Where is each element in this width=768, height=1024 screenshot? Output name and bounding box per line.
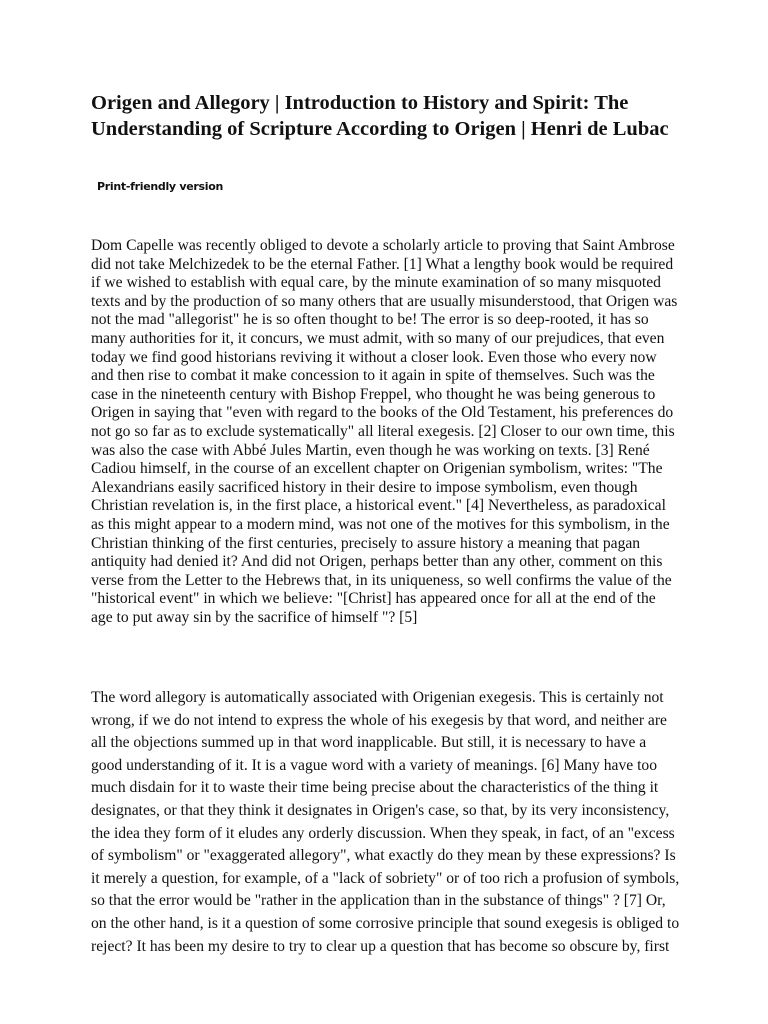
text-line: all the objections summed up in that word inapplicable. But still, it is necessary to have a [91,734,647,752]
text-line: the idea they form of it eludes any orderly discussion. When they speak, in fact, of an "excess [91,824,675,842]
text-line: Cadiou himself, in the course of an excellent chapter on Origenian symbolism, writes: "The [91,460,663,478]
text-line: The word allegory is automatically associated with Origenian exegesis. This is certainly not [91,689,664,706]
paragraph-2 [91,687,679,958]
title-line: Origen and Allegory | Introduction to History and Spirit: The [91,92,629,114]
text-line: verse from the Letter to the Hebrews that, in its uniqueness, so well confirms the value of the [91,571,672,589]
text-line: good understanding of it. It is a vague word with a variety of meanings. [6] Many have too [91,756,658,774]
text-line: not go so far as to exclude systematically" all literal exegesis. [2] Closer to our own time, this [91,422,675,440]
text-line: texts and by the production of so many others that are usually misunderstood, that Origen was [91,292,678,310]
text-line: of symbolism" or "exaggerated allegory", what exactly do they mean by these expressions? Is [91,847,676,865]
text-line: reject? It has been my desire to try to clear up a question that has become so obscure by, first [91,937,670,955]
text-line: as this might appear to a modern mind, was not one of the motives for this symbolism, in the [91,515,670,533]
text-line: much disdain for it to waste their time being precise about the characteristics of the thing it [91,779,659,797]
page-title [91,90,669,142]
text-line: was also the case with Abbé Jules Martin, even though he was working on texts. [3] René [91,441,650,459]
paragraph-1 [91,237,677,627]
text-line: it merely a question, for example, of a "lack of sobriety" or of too rich a profusion of symbols, [91,869,680,887]
text-line: Christian revelation is, in the first place, a historical event." [4] Nevertheless, as paradoxical [91,497,666,515]
text-line: Alexandrians easily sacrificed history in their desire to impose symbolism, even though [91,478,638,496]
print-friendly-link[interactable]: Print-friendly version [97,180,223,193]
text-line: case in the nineteenth century with Bishop Freppel, who thought he was being generous to [91,385,656,403]
text-line: "historical event" in which we believe: "[Christ] has appeared once for all at the end of the [91,590,656,608]
text-line: today we find good historians reviving it without a closer look. Even those who every now [91,348,657,366]
text-line: many authorities for it, it concurs, we must admit, with so many of our prejudices, that even [91,329,665,347]
text-line: age to put away sin by the sacrifice of himself "? [5] [91,608,418,626]
text-line: so that the error would be "rather in the application than in the substance of things" ? [7] Or, [91,892,666,910]
text-line: designates, or that they think it designates in Origen's case, so that, by its very inconsistency, [91,801,670,819]
text-line: and then rise to combat it make concession to it again in spite of themselves. Such was the [91,367,655,385]
text-line: if we wished to establish with equal care, by the minute examination of so many misquoted [91,274,661,292]
title-line: Understanding of Scripture According to Origen | Henri de Lubac [91,118,669,140]
text-line: antiquity had denied it? And did not Origen, perhaps better than any other, comment on this [91,553,663,571]
text-line: Christian thinking of the first centuries, precisely to assure history a meaning that pagan [91,534,641,552]
text-line: Dom Capelle was recently obliged to devote a scholarly article to proving that Saint Ambrose [91,237,675,254]
text-line: Origen in saying that "even with regard to the books of the Old Testament, his preferences do [91,404,674,422]
text-line: wrong, if we do not intend to express the whole of his exegesis by that word, and neither are [91,711,667,729]
text-line: not the mad "allegorist" he is so often thought to be! The error is so deep-rooted, it has so [91,311,649,329]
text-line: on the other hand, is it a question of some corrosive principle that sound exegesis is obliged to [91,914,680,932]
text-line: did not take Melchizedek to be the eternal Father. [1] What a lengthy book would be required [91,255,674,273]
